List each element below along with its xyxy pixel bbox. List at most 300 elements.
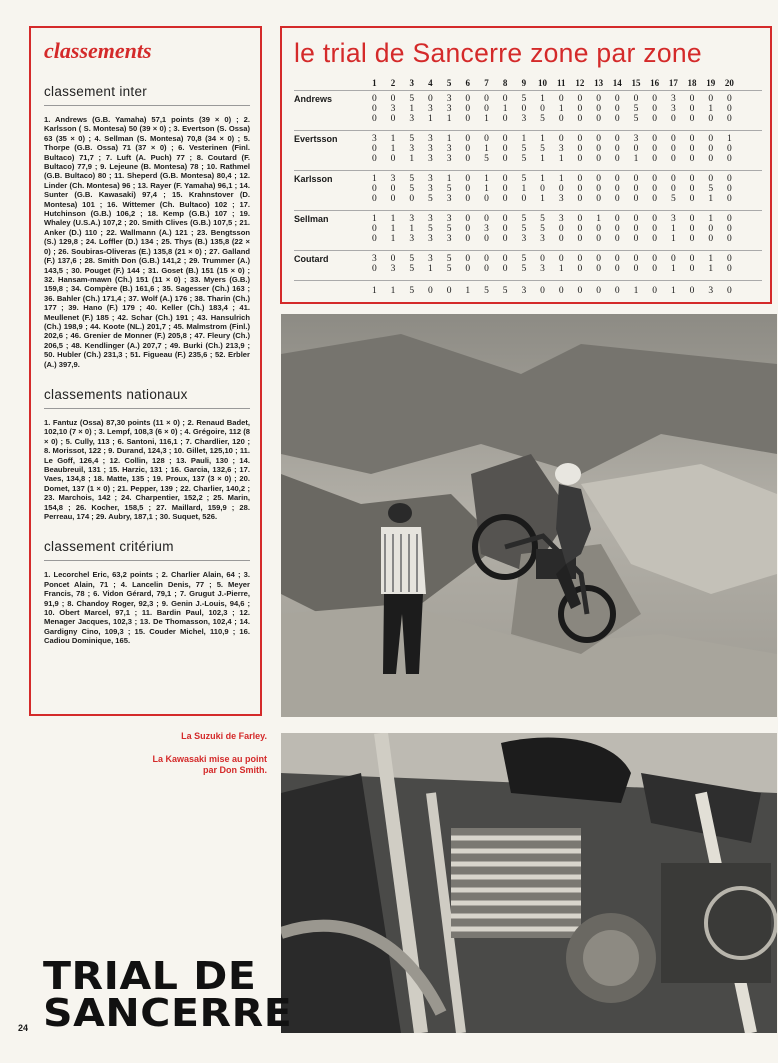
zone-score: 1 <box>484 184 489 194</box>
zone-score: 3 <box>428 104 433 114</box>
zone-score: 1 <box>540 194 545 204</box>
zone-score: 0 <box>502 264 508 274</box>
zone-score: 1 <box>371 174 377 184</box>
zone-score: 1 <box>502 104 508 114</box>
zone-score: 0 <box>577 134 583 144</box>
zone-score: 0 <box>428 94 433 104</box>
zone-score: 0 <box>484 134 489 144</box>
zone-score: 0 <box>596 194 601 204</box>
rider-scores <box>365 94 739 124</box>
zone-score: 0 <box>390 154 396 164</box>
zone-score: 0 <box>689 174 695 184</box>
zone-score: 0 <box>727 264 732 274</box>
zone-table-box <box>280 26 772 304</box>
zone-score: 5 <box>521 254 527 264</box>
zone-score: 1 <box>708 214 714 224</box>
lap-row <box>365 254 739 264</box>
zone-score: 0 <box>708 94 714 104</box>
zone-score: 0 <box>596 264 601 274</box>
zone-score: 3 <box>371 134 377 144</box>
zone-total: 1 <box>670 286 676 296</box>
zone-score: 0 <box>465 174 471 184</box>
zone-score: 5 <box>521 174 527 184</box>
page-title-line2: SANCERRE <box>43 991 293 1035</box>
zone-score: 1 <box>428 264 433 274</box>
zone-total: 0 <box>727 286 732 296</box>
zone-score: 1 <box>409 154 415 164</box>
zone-total: 0 <box>428 286 433 296</box>
lap-row <box>365 184 739 194</box>
zone-score: 0 <box>502 154 508 164</box>
zone-score: 0 <box>484 104 489 114</box>
zone-score: 0 <box>614 254 620 264</box>
zone-score: 3 <box>446 104 452 114</box>
zone-score: 5 <box>428 194 433 204</box>
zone-score: 0 <box>633 94 639 104</box>
zone-score: 3 <box>446 214 452 224</box>
zone-score: 0 <box>727 174 732 184</box>
lap-row <box>365 114 739 124</box>
zone-score: 1 <box>390 144 396 154</box>
zone-score: 5 <box>521 214 527 224</box>
zone-number: 1 <box>372 78 377 88</box>
zone-score: 5 <box>521 264 527 274</box>
zone-score: 0 <box>652 214 658 224</box>
zone-score: 0 <box>670 144 676 154</box>
zone-score: 0 <box>614 114 620 124</box>
zone-number: 12 <box>575 78 585 88</box>
zone-score: 0 <box>708 144 714 154</box>
zone-score: 0 <box>652 114 658 124</box>
zone-score: 1 <box>540 94 545 104</box>
zone-total: 0 <box>614 286 620 296</box>
zone-score: 3 <box>540 234 545 244</box>
page-number: 24 <box>18 1023 29 1033</box>
zone-score: 0 <box>727 114 732 124</box>
criterium-results-text: 1. Lecorchel Eric, 63,2 points ; 2. Charlier Alain, 64 ; 3. Poncet Alain, 71 ; 4. Lancelin Denis, 77 ; 5. Meyer Francis, 78 ; 6. Vidon Gérard, 79,1 ; 7. Grugut J.-Pierre, 91,9 ; 8. Chandoy Roger, 92,3 ; 9. Genin J.-Louis, 94,6 ; 10. Obert Marcel, 97,1 ; 11. Bardin Paul, 102,3 ; 12. Menager Jacques, 102,3 ; 13. De Thomasson, 102,4 ; 14. Gardigny Cino, 109,3 ; 15. Couder Michel, 110,9 ; 16. Cadiou Dominique, 165. <box>44 570 250 646</box>
zone-total: 1 <box>465 286 471 296</box>
zone-score: 3 <box>409 114 415 124</box>
zone-score: 0 <box>371 104 377 114</box>
zone-score: 0 <box>727 234 732 244</box>
zone-score: 0 <box>689 144 695 154</box>
zone-total: 1 <box>633 286 639 296</box>
zone-score: 0 <box>708 234 714 244</box>
zone-score: 3 <box>428 174 433 184</box>
zone-score: 0 <box>652 264 658 274</box>
zone-score: 3 <box>540 264 545 274</box>
zone-score: 3 <box>670 214 676 224</box>
zone-score: 3 <box>428 234 433 244</box>
zone-score: 5 <box>446 264 452 274</box>
zone-score: 0 <box>652 134 658 144</box>
zone-score: 0 <box>371 234 377 244</box>
zone-score: 0 <box>502 94 508 104</box>
zone-score: 1 <box>446 134 452 144</box>
zone-total: 1 <box>390 286 396 296</box>
zone-score: 0 <box>540 104 545 114</box>
zone-score: 0 <box>502 224 508 234</box>
zone-score: 0 <box>633 184 639 194</box>
zone-score: 0 <box>689 254 695 264</box>
zone-score: 0 <box>614 154 620 164</box>
suzuki-caption: La Suzuki de Farley. <box>181 731 267 741</box>
zone-score: 0 <box>633 194 639 204</box>
zone-score: 0 <box>577 234 583 244</box>
zone-score: 0 <box>558 184 564 194</box>
zone-score: 3 <box>670 94 676 104</box>
rider-name: Evertsson <box>294 134 338 144</box>
zone-total: 0 <box>540 286 545 296</box>
lap-row <box>365 104 739 114</box>
zone-score: 1 <box>540 174 545 184</box>
zone-score: 0 <box>670 114 676 124</box>
zone-score: 0 <box>670 174 676 184</box>
zone-score: 1 <box>708 104 714 114</box>
zone-score: 0 <box>652 144 658 154</box>
zone-score: 5 <box>633 114 639 124</box>
zone-score: 0 <box>614 184 620 194</box>
zone-score: 0 <box>465 134 471 144</box>
rider-scores <box>365 174 739 204</box>
zone-score: 0 <box>727 194 732 204</box>
zone-score: 3 <box>558 144 564 154</box>
zone-number: 11 <box>556 78 566 88</box>
zone-score: 0 <box>633 234 639 244</box>
national-section-title: classements nationaux <box>44 386 188 402</box>
zone-score: 0 <box>540 184 545 194</box>
zone-score: 1 <box>708 254 714 264</box>
zone-number: 8 <box>502 78 508 88</box>
zone-score: 0 <box>727 154 732 164</box>
zone-score: 0 <box>708 154 714 164</box>
zone-score: 3 <box>446 194 452 204</box>
zone-score: 0 <box>558 224 564 234</box>
zone-score: 0 <box>689 184 695 194</box>
zone-score: 1 <box>540 154 545 164</box>
zone-score: 0 <box>540 254 545 264</box>
zone-number: 9 <box>521 78 527 88</box>
lap-row <box>365 264 739 274</box>
zone-number: 15 <box>631 78 641 88</box>
zone-score: 0 <box>502 174 508 184</box>
zone-score: 0 <box>484 214 489 224</box>
zone-number: 3 <box>409 78 414 88</box>
zone-number: 10 <box>538 78 548 88</box>
rider-block <box>294 90 762 130</box>
zone-score: 0 <box>727 144 732 154</box>
zone-score: 1 <box>670 264 676 274</box>
zone-score: 0 <box>371 224 377 234</box>
zone-score: 0 <box>502 184 508 194</box>
zone-score: 0 <box>465 214 471 224</box>
zone-score: 1 <box>558 264 564 274</box>
zone-score: 0 <box>614 224 620 234</box>
zone-score: 0 <box>465 254 471 264</box>
zone-score: 0 <box>502 234 508 244</box>
zone-score: 5 <box>428 224 433 234</box>
zone-score: 1 <box>409 104 415 114</box>
zone-score: 0 <box>689 264 695 274</box>
zone-score: 0 <box>652 94 658 104</box>
zone-score: 3 <box>558 214 564 224</box>
zone-score: 5 <box>409 174 415 184</box>
zone-score: 0 <box>558 94 564 104</box>
zone-score: 0 <box>652 174 658 184</box>
zone-score: 0 <box>465 94 471 104</box>
zone-score: 0 <box>577 114 583 124</box>
zone-score: 0 <box>614 144 620 154</box>
zone-table-title: le trial de Sancerre zone par zone <box>294 38 702 68</box>
zone-score: 3 <box>633 134 639 144</box>
zone-score: 0 <box>577 224 583 234</box>
zone-score: 0 <box>409 194 415 204</box>
zone-score: 3 <box>446 144 452 154</box>
zone-score: 5 <box>521 154 527 164</box>
zone-score: 0 <box>633 224 639 234</box>
zone-number: 6 <box>465 78 471 88</box>
zone-score: 0 <box>689 214 695 224</box>
rider-name: Coutard <box>294 254 329 264</box>
zone-score: 0 <box>708 134 714 144</box>
zone-score: 3 <box>390 174 396 184</box>
zone-score: 0 <box>502 114 508 124</box>
zone-score: 0 <box>577 104 583 114</box>
zone-score: 3 <box>446 234 452 244</box>
zone-score: 0 <box>577 144 583 154</box>
zone-score: 0 <box>558 134 564 144</box>
zone-score: 0 <box>371 184 377 194</box>
zone-score: 0 <box>390 194 396 204</box>
zone-score: 1 <box>446 114 452 124</box>
zone-score: 3 <box>521 114 527 124</box>
rider-scores <box>365 254 739 274</box>
zone-score: 3 <box>409 214 415 224</box>
zone-score: 0 <box>614 264 620 274</box>
zone-number: 16 <box>650 78 660 88</box>
zone-score: 0 <box>577 154 583 164</box>
zone-score: 0 <box>465 264 471 274</box>
zone-score: 0 <box>614 214 620 224</box>
motorcycle-engine-photo <box>281 733 777 1033</box>
zone-score: 0 <box>708 224 714 234</box>
zone-score: 0 <box>652 224 658 234</box>
zone-score: 0 <box>484 234 489 244</box>
zone-score: 0 <box>596 184 601 194</box>
zone-number: 13 <box>594 78 604 88</box>
zone-score: 1 <box>409 224 415 234</box>
zone-score: 0 <box>652 154 658 164</box>
lap-row <box>365 214 739 224</box>
zone-score: 0 <box>577 214 583 224</box>
zone-score: 0 <box>465 184 471 194</box>
zone-score: 0 <box>502 194 508 204</box>
zone-score: 0 <box>652 184 658 194</box>
zone-score: 0 <box>652 104 658 114</box>
zone-score: 0 <box>727 184 732 194</box>
page-title <box>43 954 293 1035</box>
zone-score: 1 <box>446 174 452 184</box>
zone-score: 0 <box>670 154 676 164</box>
zone-score: 0 <box>689 134 695 144</box>
zone-number: 14 <box>612 78 622 88</box>
zone-score: 0 <box>614 94 620 104</box>
zone-score: 5 <box>540 224 545 234</box>
zone-score: 0 <box>371 264 377 274</box>
zone-score: 3 <box>390 264 396 274</box>
zone-number: 19 <box>706 78 716 88</box>
zone-score: 0 <box>596 234 601 244</box>
zone-score: 0 <box>465 154 471 164</box>
zone-score: 0 <box>633 144 639 154</box>
zone-total: 0 <box>689 286 695 296</box>
zone-score: 3 <box>521 234 527 244</box>
zone-score: 0 <box>596 224 601 234</box>
zone-score-table <box>294 76 762 296</box>
divider <box>44 408 250 409</box>
zone-score: 3 <box>670 104 676 114</box>
lap-row <box>365 154 739 164</box>
zone-score: 0 <box>652 234 658 244</box>
zone-score: 5 <box>540 144 545 154</box>
zone-score: 1 <box>390 134 396 144</box>
zone-score: 0 <box>484 254 489 264</box>
zone-score: 0 <box>633 254 639 264</box>
zone-score: 0 <box>708 174 714 184</box>
zone-score: 3 <box>428 144 433 154</box>
zone-score: 5 <box>446 224 452 234</box>
zone-score: 0 <box>465 104 471 114</box>
zone-score: 0 <box>390 94 396 104</box>
zone-score: 0 <box>465 114 471 124</box>
totals-row <box>294 280 762 296</box>
zone-score: 0 <box>465 144 471 154</box>
zone-score: 0 <box>614 194 620 204</box>
rider-name: Andrews <box>294 94 333 104</box>
zone-score: 3 <box>558 194 564 204</box>
zone-total: 3 <box>521 286 527 296</box>
header-spacer <box>294 76 365 90</box>
zone-score: 0 <box>465 234 471 244</box>
zone-score: 1 <box>371 214 377 224</box>
zone-score: 0 <box>558 254 564 264</box>
kawasaki-caption-line2: par Don Smith. <box>202 764 267 775</box>
zone-score: 0 <box>727 254 732 264</box>
zone-score: 0 <box>371 144 377 154</box>
zone-score: 0 <box>727 104 732 114</box>
zone-score: 1 <box>727 134 732 144</box>
zone-score: 0 <box>633 214 639 224</box>
zone-score: 0 <box>689 234 695 244</box>
lap-row <box>365 134 739 144</box>
kawasaki-caption-line1: La Kawasaki mise au point <box>152 754 267 764</box>
zone-score: 0 <box>390 254 396 264</box>
zone-score: 0 <box>596 254 601 264</box>
zone-score: 0 <box>558 234 564 244</box>
zone-score: 0 <box>502 134 508 144</box>
trial-rider-photo <box>281 314 777 717</box>
zone-score: 0 <box>689 224 695 234</box>
zone-score: 5 <box>409 264 415 274</box>
zone-score: 1 <box>484 174 489 184</box>
zone-score: 0 <box>689 194 695 204</box>
zone-score: 3 <box>484 224 489 234</box>
national-results-text: 1. Fantuz (Ossa) 87,30 points (11 × 0) ; 2. Renaud Badet, 102,10 (7 × 0) ; 3. Lempf, 108,3 (6 × 0) ; 4. Grégoire, 112 (8 × 0) ; 5. Cully, 113 ; 6. Santoni, 116,1 ; 7. Chardlier, 120 ; 8. Morissot, 122 ; 9. Durand, 124,3 ; 10. Gillet, 125,10 ; 11. Le Goff, 126,4 ; 12. Collin, 128 ; 13. Pauli, 130 ; 14. Beaubreuil, 131 ; 15. Harzic, 131 ; 16. Garcia, 132,6 ; 17. Vaes, 134,8 ; 18. Matte, 135 ; 19. Proux, 137 (3 × 0) ; 20. Domet, 137 (1 × 0) ; 21. Pepper, 139 ; 22. Charlier, 140,2 ; 23. Marchois, 142 ; 24. Charpentier, 152,2 ; 25. Marin, 154,8 ; 26. Kocher, 158,5 ; 27. Maillard, 159,9 ; 28. Perreau, 174 ; 29. Aubry, 187,1 ; 30. Suquet, 526. <box>44 417 250 522</box>
zone-score: 0 <box>689 114 695 124</box>
zone-score: 0 <box>614 104 620 114</box>
zone-number: 20 <box>724 78 734 88</box>
zone-score: 1 <box>390 234 396 244</box>
zone-total: 0 <box>652 286 658 296</box>
zone-score: 0 <box>577 94 583 104</box>
zone-score: 5 <box>540 114 545 124</box>
zone-score: 0 <box>689 104 695 114</box>
zone-number: 4 <box>428 78 433 88</box>
zone-score: 1 <box>390 214 396 224</box>
zone-score: 5 <box>670 194 676 204</box>
zone-score: 0 <box>652 194 658 204</box>
zone-score: 0 <box>465 224 471 234</box>
zone-score: 3 <box>428 154 433 164</box>
zone-score: 5 <box>633 104 639 114</box>
zone-score: 5 <box>484 154 489 164</box>
classements-box <box>29 26 262 716</box>
zone-score: 3 <box>428 214 433 224</box>
zone-total: 5 <box>409 286 415 296</box>
zone-score: 5 <box>446 254 452 264</box>
lap-row <box>365 224 739 234</box>
lap-row <box>365 194 739 204</box>
zone-score: 0 <box>577 254 583 264</box>
zone-score: 3 <box>446 94 452 104</box>
zone-total: 3 <box>708 286 714 296</box>
zone-score: 0 <box>371 114 377 124</box>
lap-row <box>365 144 739 154</box>
zone-number: 7 <box>484 78 489 88</box>
engine-image <box>281 733 777 1033</box>
zone-score: 1 <box>633 154 639 164</box>
zone-score: 0 <box>670 134 676 144</box>
lap-row <box>365 174 739 184</box>
zone-score: 0 <box>670 254 676 264</box>
zone-score: 0 <box>577 194 583 204</box>
zone-score: 0 <box>558 114 564 124</box>
kawasaki-caption <box>152 754 267 775</box>
rider-block <box>294 170 762 210</box>
zone-score: 1 <box>558 174 564 184</box>
zone-score: 0 <box>727 224 732 234</box>
zone-number: 5 <box>446 78 452 88</box>
zone-score: 5 <box>521 144 527 154</box>
zone-score: 5 <box>409 184 415 194</box>
zone-score: 0 <box>727 94 732 104</box>
zone-score: 1 <box>428 114 433 124</box>
zone-score: 0 <box>502 214 508 224</box>
zone-header-row <box>294 76 762 90</box>
zone-score: 0 <box>614 134 620 144</box>
divider <box>44 560 250 561</box>
totals-spacer <box>294 286 365 296</box>
zone-score: 0 <box>596 154 601 164</box>
zone-score: 1 <box>521 134 527 144</box>
zone-score: 0 <box>371 194 377 204</box>
zone-score: 0 <box>689 94 695 104</box>
rider-block <box>294 130 762 170</box>
zone-score: 1 <box>708 264 714 274</box>
rider-scores <box>365 214 739 244</box>
zone-score: 3 <box>371 254 377 264</box>
criterium-section-title: classement critérium <box>44 539 174 555</box>
